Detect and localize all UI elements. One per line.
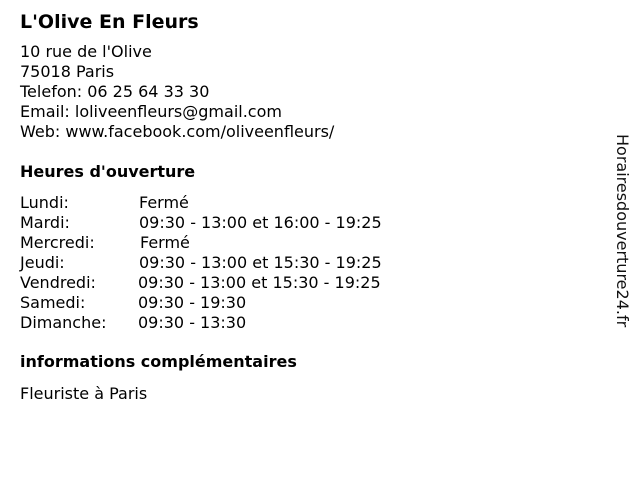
web-line: Web: www.facebook.com/oliveenfleurs/	[20, 122, 335, 141]
hours-row-jeudi	[20, 253, 600, 273]
hours-row-dimanche	[20, 313, 600, 333]
hours-time: 09:30 - 13:00 et 15:30 - 19:25	[139, 253, 382, 272]
business-address	[20, 42, 600, 142]
hours-day: Dimanche:	[20, 313, 107, 332]
hours-time: Fermé	[140, 233, 190, 252]
info-heading: informations complémentaires	[20, 352, 297, 371]
hours-day: Mercredi:	[20, 233, 95, 252]
site-watermark: Horairesdouverture24.fr	[613, 134, 632, 328]
business-card	[20, 10, 600, 404]
hours-row-mardi	[20, 213, 600, 233]
hours-day: Lundi:	[20, 193, 69, 212]
hours-table	[20, 193, 600, 333]
hours-time: 09:30 - 13:00 et 15:30 - 19:25	[138, 273, 381, 292]
hours-row-samedi	[20, 293, 600, 313]
hours-day: Mardi:	[20, 213, 70, 232]
info-text: Fleuriste à Paris	[20, 384, 148, 403]
address-city: 75018 Paris	[20, 62, 115, 81]
address-street: 10 rue de l'Olive	[20, 42, 152, 61]
email-line: Email: loliveenfleurs@gmail.com	[20, 102, 282, 121]
business-name: L'Olive En Fleurs	[20, 11, 199, 33]
phone-line: Telefon: 06 25 64 33 30	[20, 82, 210, 101]
hours-row-lundi	[20, 193, 600, 213]
hours-day: Vendredi:	[20, 273, 96, 292]
hours-day: Jeudi:	[20, 253, 65, 272]
hours-row-mercredi	[20, 233, 600, 253]
hours-heading: Heures d'ouverture	[20, 162, 196, 181]
hours-day: Samedi:	[20, 293, 86, 312]
hours-row-vendredi	[20, 273, 600, 293]
hours-time: 09:30 - 13:00 et 16:00 - 19:25	[139, 213, 382, 232]
hours-time: 09:30 - 13:30	[138, 313, 247, 332]
hours-time: 09:30 - 19:30	[138, 293, 247, 312]
hours-time: Fermé	[139, 193, 189, 212]
